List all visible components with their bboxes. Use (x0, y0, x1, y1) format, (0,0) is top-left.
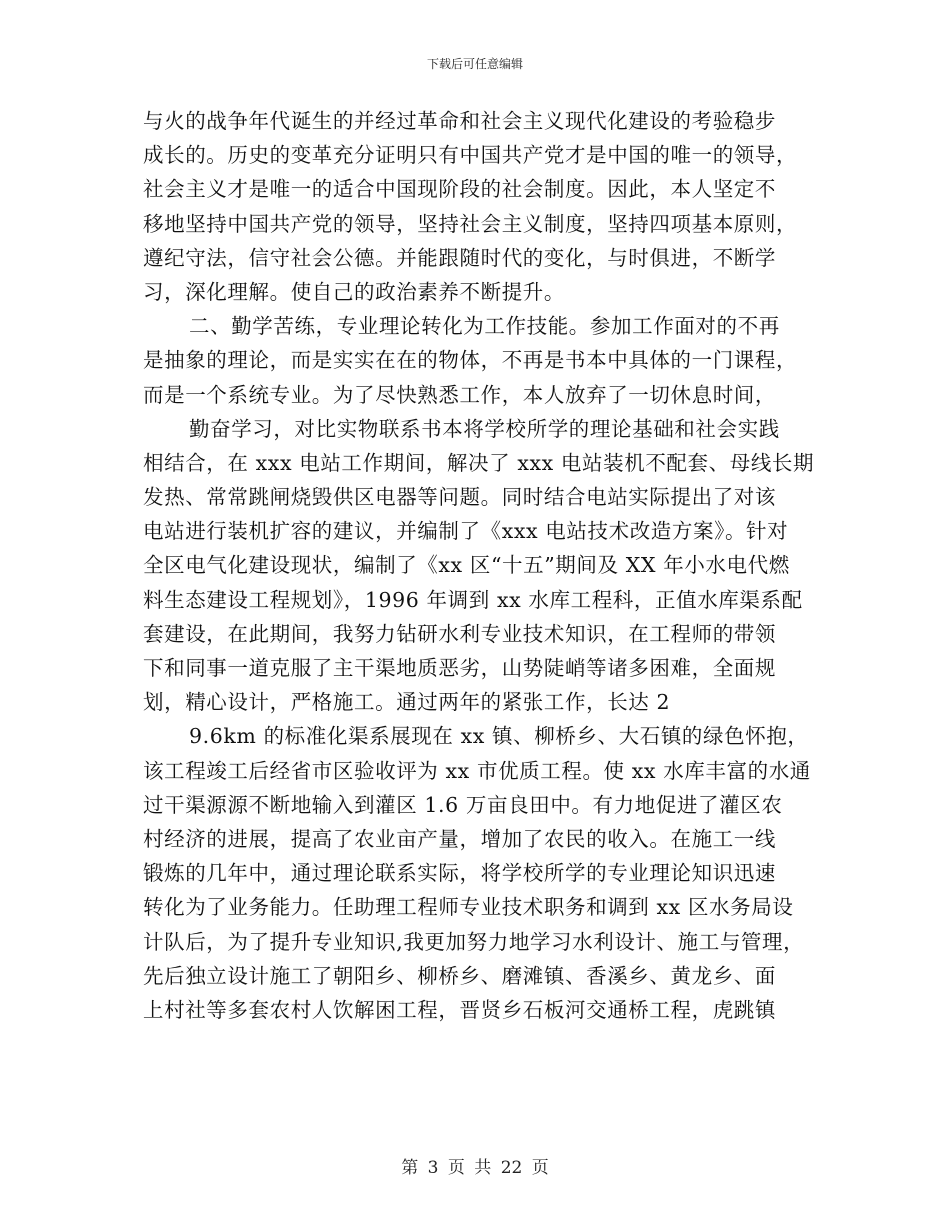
text-line: 发热、常常跳闸烧毁供区电器等问题。同时结合电站实际提出了对该 (143, 485, 776, 510)
text-line: 社会主义才是唯一的适合中国现阶段的社会制度。因此，本人坚定不 (143, 177, 776, 202)
text-line: 套建设，在此期间，我努力钻研水利专业技术知识，在工程师的带领 (143, 621, 776, 646)
text-line: 相结合，在 xxx 电站工作期间，解决了 xxx 电站装机不配套、母线长期 (143, 450, 815, 475)
page-header: 下载后可任意编辑 (426, 57, 523, 71)
text-line: 先后独立设计施工了朝阳乡、柳桥乡、磨滩镇、香溪乡、黄龙乡、面 (143, 963, 776, 988)
text-line: 勤奋学习，对比实物联系书本将学校所学的理论基础和社会实践 (189, 416, 780, 441)
text-line: 9.6km 的标准化渠系展现在 xx 镇、柳桥乡、大石镇的绿色怀抱， (189, 724, 809, 749)
text-line: 转化为了业务能力。任助理工程师专业技术职务和调到 xx 区水务局设 (143, 895, 794, 920)
text-line: 二、勤学苦练，专业理论转化为工作技能。参加工作面对的不再 (189, 314, 780, 339)
text-line: 而是一个系统专业。为了尽快熟悉工作，本人放弃了一切休息时间， (143, 382, 776, 407)
text-line: 计队后，为了提升专业知识,我更加努力地学习水利设计、施工与管理， (143, 929, 805, 954)
text-line: 料生态建设工程规划》，1996 年调到 xx 水库工程科，正值水库渠系配 (143, 587, 803, 612)
text-line: 下和同事一道克服了主干渠地质恶劣，山势陡峭等诸多困难，全面规 (143, 656, 776, 680)
text-line: 过干渠源源不断地输入到灌区 1.6 万亩良田中。有力地促进了灌区农 (143, 792, 783, 817)
text-line: 全区电气化建设现状，编制了《xx 区“十五”期间及 XX 年小水电代燃 (143, 553, 790, 578)
text-line: 划，精心设计，严格施工。通过两年的紧张工作，长达 2 (143, 690, 671, 715)
text-line: 村经济的进展，提高了农业亩产量，增加了农民的收入。在施工一线 (143, 826, 776, 851)
text-line: 与火的战争年代诞生的并经过革命和社会主义现代化建设的考验稳步 (143, 109, 776, 133)
text-line: 移地坚持中国共产党的领导，坚持社会主义制度，坚持四项基本原则， (143, 211, 798, 236)
text-line: 是抽象的理论，而是实实在在的物体，不再是书本中具体的一门课程， (143, 348, 798, 373)
page-number-footer: 第 3 页 共 22 页 (401, 1158, 549, 1178)
text-line: 习，深化理解。使自己的政治素养不断提升。 (143, 279, 565, 304)
text-line: 成长的。历史的变革充分证明只有中国共产党才是中国的唯一的领导， (143, 143, 798, 168)
text-line: 该工程竣工后经省市区验收评为 xx 市优质工程。使 xx 水库丰富的水通 (143, 758, 811, 783)
text-line: 上村社等多套农村人饮解困工程，晋贤乡石板河交通桥工程，虎跳镇 (143, 997, 776, 1022)
document-body (143, 104, 823, 1027)
text-line: 电站进行装机扩容的建议，并编制了《xxx 电站技术改造方案》。针对 (143, 519, 789, 544)
text-line: 遵纪守法，信守社会公德。并能跟随时代的变化，与时俱进，不断学 (143, 245, 776, 270)
text-line: 锻炼的几年中，通过理论联系实际，将学校所学的专业理论知识迅速 (143, 861, 776, 886)
